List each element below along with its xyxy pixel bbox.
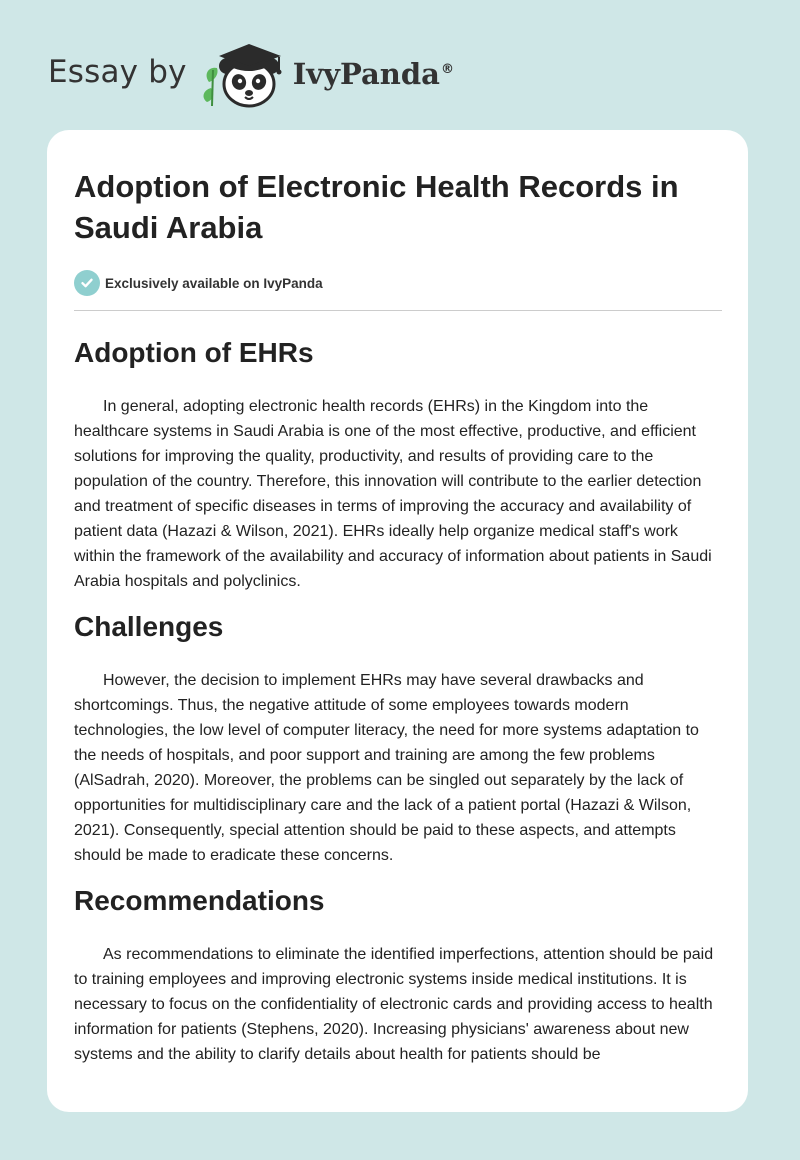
- essay-card: [47, 130, 748, 1112]
- essay-title: Adoption of Electronic Health Records in Saudi Arabia: [74, 169, 679, 245]
- exclusive-label: Exclusively available on IvyPanda: [105, 275, 323, 291]
- section-paragraph-recommendations: As recommendations to eliminate the identified imperfections, attention should be paid to training employees and improving electronic systems inside medical institutions. It is necessary to focus on the confidentiality of electronic cards and providing access to health information for patients (Stephens, 2020). Increasing physicians' awareness about new systems and the ability to clarify details about health for patients should be: [74, 946, 714, 1063]
- site-brand[interactable]: [48, 34, 454, 110]
- brand-prefix: Essay by: [48, 54, 187, 90]
- exclusive-badge: [74, 270, 722, 296]
- panda-logo-icon: [199, 34, 291, 110]
- section-heading-adoption: Adoption of EHRs: [74, 337, 314, 368]
- check-icon: [74, 270, 100, 296]
- section-heading-challenges: Challenges: [74, 611, 224, 642]
- section-paragraph-challenges: However, the decision to implement EHRs may have several drawbacks and shortcomings. Thus, the negative attitude of some employees towards modern technologies, the low level of computer literacy, the need for more systems adaptation to the needs of hospitals, and poor support and training are among the few problems (AlSadrah, 2020). Moreover, the problems can be singled out separately by the lack of opportunities for multidisciplinary care and the lack of a patient portal (Hazazi & Wilson, 2021). Consequently, special attention should be paid to these aspects, and attempts should be made to eradicate these concerns.: [74, 672, 699, 864]
- section-paragraph-adoption: In general, adopting electronic health records (EHRs) in the Kingdom into the healthcare systems in Saudi Arabia is one of the most effective, productive, and efficient solutions for improving the quality, productivity, and results of providing care to the population of the country. Therefore, this innovation will contribute to the earlier detection and treatment of specific diseases in terms of improving the accuracy and availability of patient data (Hazazi & Wilson, 2021). EHRs ideally help organize medical staff's work within the framework of the availability and accuracy of information about patients in Saudi Arabia hospitals and polyclinics.: [74, 398, 712, 590]
- section-heading-recommendations: Recommendations: [74, 885, 325, 916]
- brand-name: IvyPanda®: [292, 57, 454, 91]
- divider: [74, 310, 722, 311]
